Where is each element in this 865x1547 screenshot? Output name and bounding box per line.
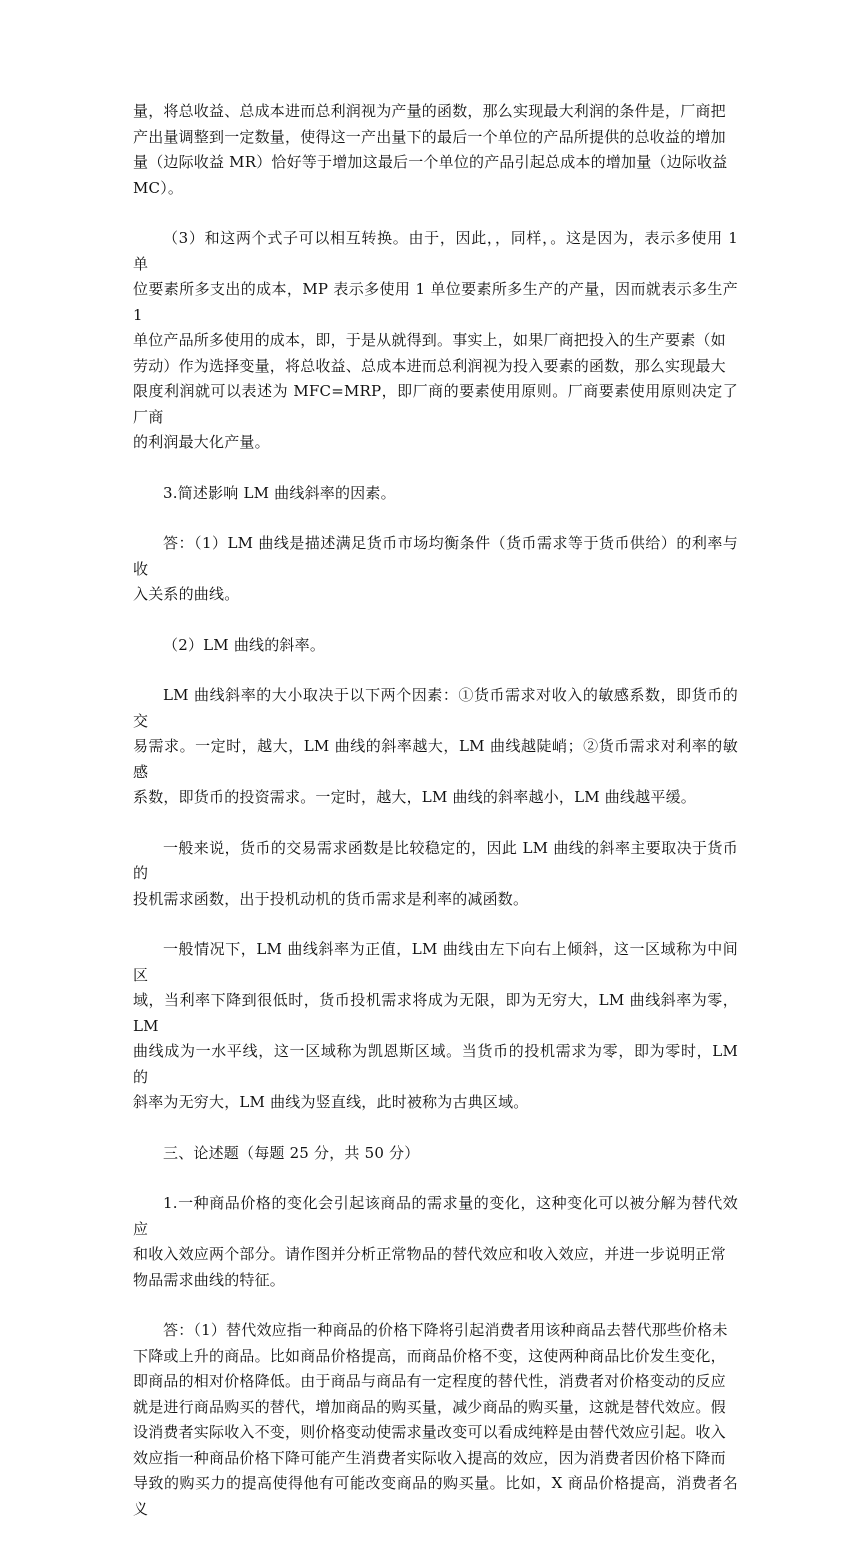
text-line: 投机需求函数，出于投机动机的货币需求是利率的减函数。 (133, 889, 529, 908)
paragraph (133, 481, 738, 507)
paragraph (133, 683, 738, 811)
text-line: 效应指一种商品价格下降可能产生消费者实际收入提高的效应，因为消费者因价格下降而 (133, 1448, 726, 1467)
text-line: 三、论述题（每题 25 分，共 50 分） (163, 1143, 420, 1162)
text-line: 位要素所多支出的成本，MP 表示多使用 1 单位要素所多生产的产量，因而就表示多生产 1 (133, 280, 738, 324)
text-line: 即商品的相对价格降低。由于商品与商品有一定程度的替代性，消费者对价格变动的反应 (133, 1372, 726, 1390)
paragraph (133, 1318, 738, 1522)
paragraph (133, 937, 738, 1116)
text-line: 域，当利率下降到很低时，货币投机需求将成为无限，即为无穷大，LM 曲线斜率为零，LM (133, 991, 738, 1035)
text-line: 系数，即货币的投资需求。一定时，越大，LM 曲线的斜率越小，LM 曲线越平缓。 (133, 788, 696, 806)
paragraph (133, 1191, 738, 1293)
text-line: 量，将总收益、总成本进而总利润视为产量的函数，那么实现最大利润的条件是，厂商把 (133, 102, 726, 120)
text-line: 斜率为无穷大，LM 曲线为竖直线，此时被称为古典区域。 (133, 1093, 529, 1111)
text-line: （2）LM 曲线的斜率。 (163, 635, 326, 654)
text-line: 曲线成为一水平线，这一区域称为凯恩斯区域。当货币的投机需求为零，即为零时，LM 的 (133, 1042, 738, 1086)
text-line: 1.一种商品价格的变化会引起该商品的需求量的变化，这种变化可以被分解为替代效应 (133, 1194, 738, 1238)
text-line: 的利润最大化产量。 (133, 433, 270, 451)
paragraph (133, 226, 738, 456)
paragraph (133, 1141, 738, 1167)
text-line: 劳动）作为选择变量，将总收益、总成本进而总利润视为投入要素的函数，那么实现最大 (133, 356, 726, 375)
text-line: 量（边际收益 MR）恰好等于增加这最后一个单位的产品引起总成本的增加量（边际收益 (133, 153, 728, 171)
text-line: 和收入效应两个部分。请作图并分析正常物品的替代效应和收入效应，并进一步说明正常 (133, 1245, 726, 1263)
text-line: 一般来说，货币的交易需求函数是比较稳定的，因此 LM 曲线的斜率主要取决于货币的 (133, 838, 738, 882)
paragraph (133, 633, 738, 659)
text-line: 一般情况下，LM 曲线斜率为正值，LM 曲线由左下向右上倾斜，这一区域称为中间区 (133, 940, 738, 984)
text-line: 易需求。一定时，越大，LM 曲线的斜率越大，LM 曲线越陡峭；②货币需求对利率的敏感 (133, 737, 738, 781)
text-line: （3）和这两个式子可以相互转换。由于，因此，，同样，。这是因为，表示多使用 1 单 (133, 229, 738, 273)
text-line: LM 曲线斜率的大小取决于以下两个因素：①货币需求对收入的敏感系数，即货币的交 (133, 686, 738, 730)
text-line: 入关系的曲线。 (133, 585, 240, 603)
text-line: 设消费者实际收入不变，则价格变动使需求量改变可以看成纯粹是由替代效应引起。收入 (133, 1423, 726, 1441)
text-line: 产出量调整到一定数量，使得这一产出量下的最后一个单位的产品所提供的总收益的增加 (133, 127, 726, 146)
text-line: 单位产品所多使用的成本，即，于是从就得到。事实上，如果厂商把投入的生产要素（如 (133, 331, 726, 349)
text-line: MC）。 (133, 178, 184, 197)
paragraph (133, 99, 738, 201)
paragraph (133, 836, 738, 913)
document-body (133, 99, 738, 1547)
paragraph (133, 531, 738, 608)
text-line: 限度利润就可以表述为 MFC=MRP，即厂商的要素使用原则。厂商要素使用原则决定了厂商 (133, 382, 738, 426)
text-line: 答：（1）LM 曲线是描述满足货币市场均衡条件（货币需求等于货币供给）的利率与收 (133, 534, 738, 578)
text-line: 3.简述影响 LM 曲线斜率的因素。 (163, 483, 396, 502)
text-line: 就是进行商品购买的替代，增加商品的购买量，减少商品的购买量，这就是替代效应。假 (133, 1397, 726, 1416)
text-line: 导致的购买力的提高使得他有可能改变商品的购买量。比如，X 商品价格提高，消费者名义 (133, 1474, 738, 1518)
text-line: 物品需求曲线的特征。 (133, 1270, 286, 1289)
text-line: 答：（1）替代效应指一种商品的价格下降将引起消费者用该种商品去替代那些价格未 (163, 1321, 728, 1339)
text-line: 下降或上升的商品。比如商品价格提高，而商品价格不变，这使两种商品比价发生变化， (133, 1346, 726, 1365)
